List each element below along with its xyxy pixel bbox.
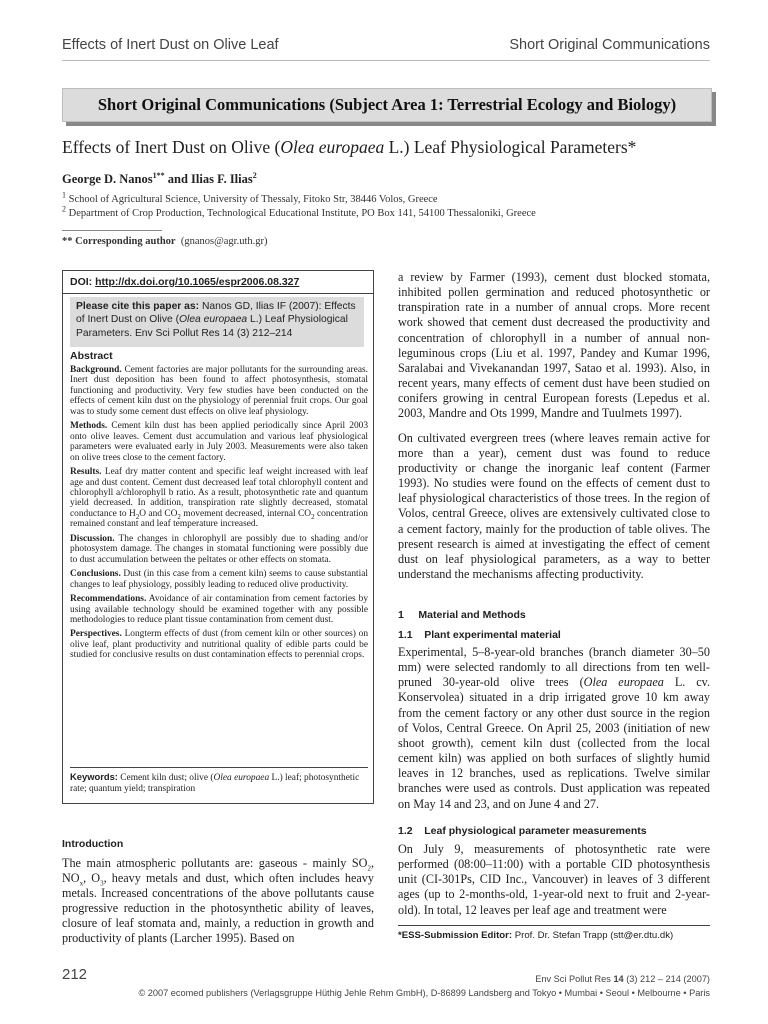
intro-text-b: , NO <box>62 856 374 886</box>
author-1-sup: 1** <box>152 170 165 180</box>
title-prefix: Effects of Inert Dust on Olive ( <box>62 137 281 157</box>
editor-note <box>398 930 673 941</box>
cite-species: Olea europaea <box>179 314 248 326</box>
discussion-text: The changes in chlorophyll are possibly due to shading and/or photosystem damage. The changes in stomatal functioning were possibly due to dust accumulation between the peltates or other effects on stomata. <box>70 533 368 565</box>
perspectives-heading: Perspectives. <box>70 629 122 640</box>
abstract-results <box>70 467 368 530</box>
author-1: George D. Nanos <box>62 172 153 186</box>
results-text-2: O and CO <box>139 508 178 519</box>
article-title <box>62 137 722 158</box>
right-column-intro <box>398 270 710 591</box>
intro-sub-3: 3 <box>100 879 104 888</box>
author-2-sup: 2 <box>252 170 257 180</box>
methods-heading: Methods. <box>70 421 108 432</box>
affiliation-2 <box>62 204 536 219</box>
doi-label: DOI: <box>70 276 93 288</box>
plant-material-paragraph <box>398 645 710 812</box>
measurements-paragraph: On July 9, measurements of photosynthetic rate were performed (08:00–11:00) with a portable CID photosynthesis unit (CI-301Ps, CID Inc., Vancouver) in leaves of 3 different ages (up to 2-months-old, 1-year-old next to fruit and 2-year-old). In total, 12 leaves per leaf age and treatment were <box>398 842 710 917</box>
abstract-background <box>70 365 368 417</box>
section-1-heading: 1 Material and Methods <box>398 609 526 621</box>
corresponding-rule <box>62 230 162 231</box>
results-text-3: movement decreased, internal CO <box>180 508 312 519</box>
copyright: © 2007 ecomed publishers (Verlagsgruppe Hüthig Jehle Rehm GmbH), D-86899 Landsberg and Tokyo • Mumbai • Seoul • Melbourne • Paris <box>138 988 710 998</box>
results-sub-2: 2 <box>177 512 181 521</box>
affiliation-2-text: Department of Crop Production, Technological Educational Institute, PO Box 141, 54100 Thessaloniki, Greece <box>68 208 536 219</box>
abstract-perspectives <box>70 629 368 660</box>
title-suffix: L.) Leaf Physiological Parameters* <box>384 137 637 157</box>
affiliation-1-text: School of Agricultural Science, University of Thessaly, Fitoko Str, 38446 Volos, Greece <box>68 194 438 205</box>
abstract-body <box>70 365 368 665</box>
title-species: Olea europaea <box>280 137 385 157</box>
corresponding-email[interactable]: (gnanos@agr.uth.gr) <box>180 236 268 247</box>
recommendations-heading: Recommendations. <box>70 594 147 605</box>
cite-text-1: Nanos GD, Ilias IF (2007): Effects of Inert Dust on Olive ( <box>76 301 356 326</box>
keywords-species: Olea europaea <box>213 773 270 783</box>
editor-note-text: Prof. Dr. Stefan Trapp (stt@er.dtu.dk) <box>512 930 674 941</box>
section-1-1-heading: 1.1 Plant experimental material <box>398 629 561 641</box>
journal-issue: (3) 212 – 214 (2007) <box>623 974 710 984</box>
section-banner <box>62 88 712 122</box>
keywords <box>70 767 368 794</box>
perspectives-text: Longterm effects of dust (from cement kiln or other sources) on olive leaf, plant productivity and nutritional quality of edible parts could be studied for conclusive results on dust contamination effects to perennial crops. <box>70 629 369 661</box>
intro-paragraph-2: a review by Farmer (1993), cement dust blocked stomata, inhibited pollen germination and reduced photosynthetic or transpiration rate in a number of annual crops. More recent work showed that cement dust decreased the productivity and concentration of chlorophyll in a number of annual non-leguminous crops (Liu et al. 1997, Pandey and Kumar 1996, Saralabai and Vivekanandan 1997, Satao et al. 1993). Also, in recent years, many effects of cement dust have been studied on conifers growing in central European forests (Lepedus et al. 2003, Mandre and Ots 1999, Mandre and Tuulmets 1997). <box>398 270 710 421</box>
intro-text-c: , O <box>83 871 101 886</box>
section-1-2-heading: 1.2 Leaf physiological parameter measurements <box>398 825 647 837</box>
running-header-left: Effects of Inert Dust on Olive Leaf <box>62 37 279 53</box>
introduction-paragraph <box>62 856 374 947</box>
section-banner-text: Short Original Communications (Subject Area 1: Terrestrial Ecology and Biology) <box>97 95 677 114</box>
results-sub-3: 2 <box>311 512 315 521</box>
doi-row <box>63 271 373 294</box>
cite-text-2: L.) Leaf Physiological Parameters. Env Sci Pollut Res 14 (3) 212–214 <box>76 314 348 339</box>
recommendations-text: Avoidance of air contamination from cement factories by using available technology should be examined together with any possible methodologies to reduce plant tissue contamination from cement dust. <box>70 594 369 625</box>
results-sub-1: 2 <box>135 512 140 521</box>
abstract-conclusions <box>70 569 368 590</box>
abstract-discussion <box>70 534 368 565</box>
author-2: Ilias F. Ilias <box>191 172 253 186</box>
abstract-box <box>62 270 374 804</box>
running-header-right: Short Original Communications <box>509 37 710 53</box>
conclusions-heading: Conclusions. <box>70 569 121 580</box>
affiliation-2-num: 2 <box>62 204 66 214</box>
keywords-text-1: Cement kiln dust; olive ( <box>120 773 214 783</box>
introduction-heading: Introduction <box>62 838 124 850</box>
plant-material-text-b: L. cv. Konservolea) situated in a drip irrigated grove 10 km away from the cement factory or any other dust source in the region of Volos, Central Greece. On April 25, 2003 (initiation of new shoot growth), cement kiln dust (collected from the local cement kiln) was applied on both surfaces of slightly humid leaves in 12 branches, used as replications. Twelve similar branches were used as controls. Dust application was repeated on May 14 and 23, and on June 4 and 27. <box>398 675 711 811</box>
intro-sub-2: x <box>79 879 84 888</box>
abstract-recommendations <box>70 594 368 625</box>
results-text-4: concentration remained constant and leaf temperature increased. <box>70 508 368 530</box>
authors <box>62 172 257 187</box>
keywords-text-2: L.) leaf; photosynthetic rate; quantum yield; transpiration <box>70 773 360 794</box>
journal-name: Env Sci Pollut Res <box>535 974 614 984</box>
cite-box <box>70 297 364 347</box>
cite-label: Please cite this paper as: <box>76 301 200 312</box>
plant-material-species: Olea europaea <box>583 675 664 690</box>
running-header <box>62 36 710 61</box>
intro-paragraph-3: On cultivated evergreen trees (where leaves remain active for more than a year), cement dust was found to reduce productivity or change the inorganic leaf content (Farmer 1993). No studies were found on the effects of cement dust to leaf physiological characteristics of those trees. In the region of Volos, central Greece, olives are extensively cultivated close to a cement factory, mainly for the production of table olives. The present research is aimed at investigating the effect of cement dust on leaf physiological parameters, as a way to better understand the mechanisms affecting productivity. <box>398 430 710 581</box>
discussion-heading: Discussion. <box>70 533 115 544</box>
journal-volume: 14 <box>613 974 624 984</box>
page-number: 212 <box>62 966 88 983</box>
authors-and: and <box>164 172 192 186</box>
journal-reference <box>535 974 710 984</box>
plant-material-text-a: Experimental, 5–8-year-old branches (branch diameter 30–50 mm) were selected randomly to all directions from ten well-pruned 30-year-old olive trees ( <box>398 645 710 690</box>
editor-note-rule <box>398 925 710 926</box>
corresponding-author <box>62 236 267 247</box>
affiliation-1-num: 1 <box>62 190 66 200</box>
conclusions-text: Dust (in this case from a cement kiln) seems to cause substantial changes to leaf physiology, possibly leading to reduced olive productivity. <box>70 569 368 590</box>
affiliation-1 <box>62 190 438 205</box>
methods-text: Cement kiln dust has been applied periodically since April 2003 onto olive leaves. Cement dust accumulation and various leaf physiological parameters were evaluated early in July 2003. Measurements were also taken on olive trees close to the cement factory. <box>70 421 369 463</box>
intro-sub-1: 2 <box>367 864 371 873</box>
results-text-1: Leaf dry matter content and specific leaf weight increased with leaf age and dust content. Cement dust decreased leaf total chlorophyll content and chlorophyll a/chlorophyll b ratio. As a result, photosynthetic rate and quantum yield decreased. In addition, transpiration rate slightly decreased, stomatal conductance to H <box>70 467 368 519</box>
doi-link[interactable]: http://dx.doi.org/10.1065/espr2006.08.327 <box>95 276 300 288</box>
keywords-label: Keywords: <box>70 771 118 782</box>
intro-text-a: The main atmospheric pollutants are: gaseous - mainly SO <box>62 856 368 870</box>
intro-text-d: , heavy metals and dust, which often includes heavy metals. Increased concentrations of the above pollutants cause progressive reduction in the photosynthetic ability of leaves, closure of leaf stomata and, mainly, a reduction in growth and productivity of plants (Larcher 1995). Based on <box>62 871 374 946</box>
editor-note-label: *ESS-Submission Editor: <box>398 930 513 941</box>
background-heading: Background. <box>70 365 122 375</box>
background-text: Cement factories are major pollutants for the surrounding areas. Inert dust deposition has been found to affect photosynthesis, stomatal functioning and productivity. Very few studies have been conducted on the effects of cement kiln dust on the physiology of perennial fruit crops. Our goal was to study some cement dust effects on olive leaf physiology. <box>70 365 368 417</box>
corresponding-label: ** Corresponding author <box>62 236 176 247</box>
abstract-heading: Abstract <box>70 350 113 362</box>
results-heading: Results. <box>70 467 102 478</box>
abstract-methods <box>70 421 368 463</box>
